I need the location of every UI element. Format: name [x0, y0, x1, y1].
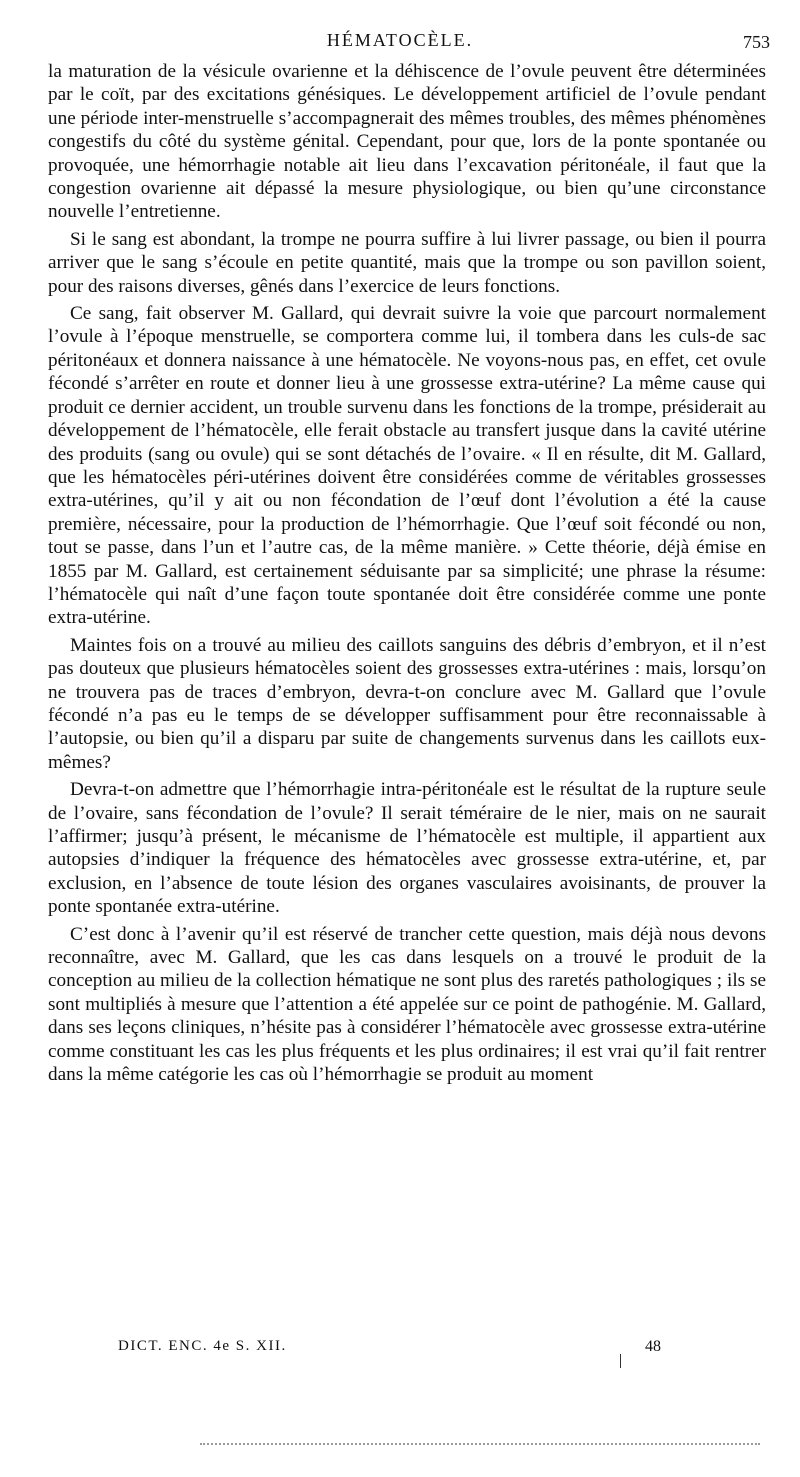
paragraph-future-question: C’est donc à l’avenir qu’il est réservé de trancher cette question, mais déjà nous devons reconnaître, avec M. Gallard, que les cas dans lesquels on a trouvé le produit de la conception au milieu de la collection hématique ne sont plus des raretés pathologiques ; ils se sont multipliés à mesure que l’attention a été appelée sur ce point de pathogénie. M. Gallard, dans ses leçons cliniques, n’hésite pas à considérer l’hématocèle avec grossesse extra-utérine comme constituant les cas les plus fréquents et les plus ordinaires; il est vrai qu’il fait rentrer dans la même catégorie les cas où l’hémorrhagie se produit au moment: [48, 923, 766, 1086]
print-mark: [620, 1354, 621, 1368]
running-title: HÉMATOCÈLE.: [326, 30, 474, 50]
page-footer: [0, 1338, 800, 1368]
paragraph-abundant-blood: Si le sang est abondant, la trompe ne pourra suffire à lui livrer passage, ou bien il pourra arriver que le sang s’écoule en petite quantité, mais que la trompe ou son pavillon soient, pour des raisons diverses, gênés dans l’exercice de leurs fonctions.: [48, 228, 766, 297]
page-header: [0, 30, 800, 60]
paragraph-ovarian-rupture: Devra-t-on admettre que l’hémorrhagie intra-péritonéale est le résultat de la rupture seule de l’ovaire, sans fécondation de l’ovule? Il serait téméraire de le nier, mais on ne saurait l’affirmer; jusqu’à présent, le mécanisme de l’hématocèle est multiple, il appartient aux autopsies d’indiquer la fréquence des hématocèles avec grossesse extra-utérine, et, par exclusion, en l’absence de toute lésion des organes vasculaires avoisinants, de prouver la ponte spontanée extra-utérine.: [48, 779, 766, 918]
paragraph-gallard-theory: Ce sang, fait observer M. Gallard, qui devrait suivre la voie que parcourt normalement l’ovule à l’époque menstruelle, se comportera comme lui, il tombera dans les culs-de sac péritonéaux et donnera naissance à une hématocèle. Ne voyons-nous pas, en effet, cet ovule fécondé s’arrêter en route et donner lieu à une grossesse extra-utérine? La même cause qui produit ce dernier accident, un trouble survenu dans les fonctions de la trompe, présiderait au développement de l’hématocèle, elle ferait obstacle au transfert jusque dans la cavité utérine des produits (sang ou ovule) qui se sont détachés de l’ovaire. « Il en résulte, dit M. Gallard, que les hématocèles péri-utérines doivent être considérées comme de véritables grossesses extra-utérines, qu’il y ait ou non fécondation de l’œuf dont l’évolution a été la cause première, nécessaire, pour la production de l’hémorrhagie. Que l’œuf soit fécondé ou non, tout se passe, dans l’un et l’autre cas, de la même manière. » Cette théorie, déjà émise en 1855 par M. Gallard, est certainement séduisante par sa simplicité; une phrase la résume: l’hématocèle qui naît d’une façon toute spontanée doit être considérée comme une ponte extra-utérine.: [48, 303, 766, 629]
printer-signature: DICT. ENC. 4e S. XII.: [118, 1338, 287, 1354]
paragraph-embryo-debris: Maintes fois on a trouvé au milieu des caillots sanguins des débris d’embryon, et il n’est pas douteux que plusieurs hématocèles soient des grossesses extra-utérines : mais, lorsqu’on ne trouvera pas de traces d’embryon, devra-t-on conclure avec M. Gallard que l’ovule fécondé n’a pas eu le temps de se développer suffisamment pour être reconnaissable à l’autopsie, ou bien qu’il a disparu par suite de changements survenus dans les caillots eux-mêmes?: [48, 634, 766, 773]
sheet-number: 48: [645, 1338, 661, 1355]
page-number: 753: [743, 32, 770, 52]
bleed-through-line: [200, 1443, 760, 1445]
body-text: [48, 60, 766, 1086]
paragraph-continuation: la maturation de la vésicule ovarienne et la déhiscence de l’ovule peuvent être déterminées par le coït, par des excitations génésiques. Le développement artificiel de l’ovule pendant une période inter-menstruelle s’accompagnerait des mêmes troubles, des mêmes phénomènes congestifs du côté du système génital. Cependant, pour que, lors de la ponte spontanée ou provoquée, une hémorrhagie notable ait lieu dans l’excavation péritonéale, il faut que la congestion ovarienne ait dépassé la mesure physiologique, ou bien qu’une circonstance nouvelle l’entretienne.: [48, 61, 766, 223]
